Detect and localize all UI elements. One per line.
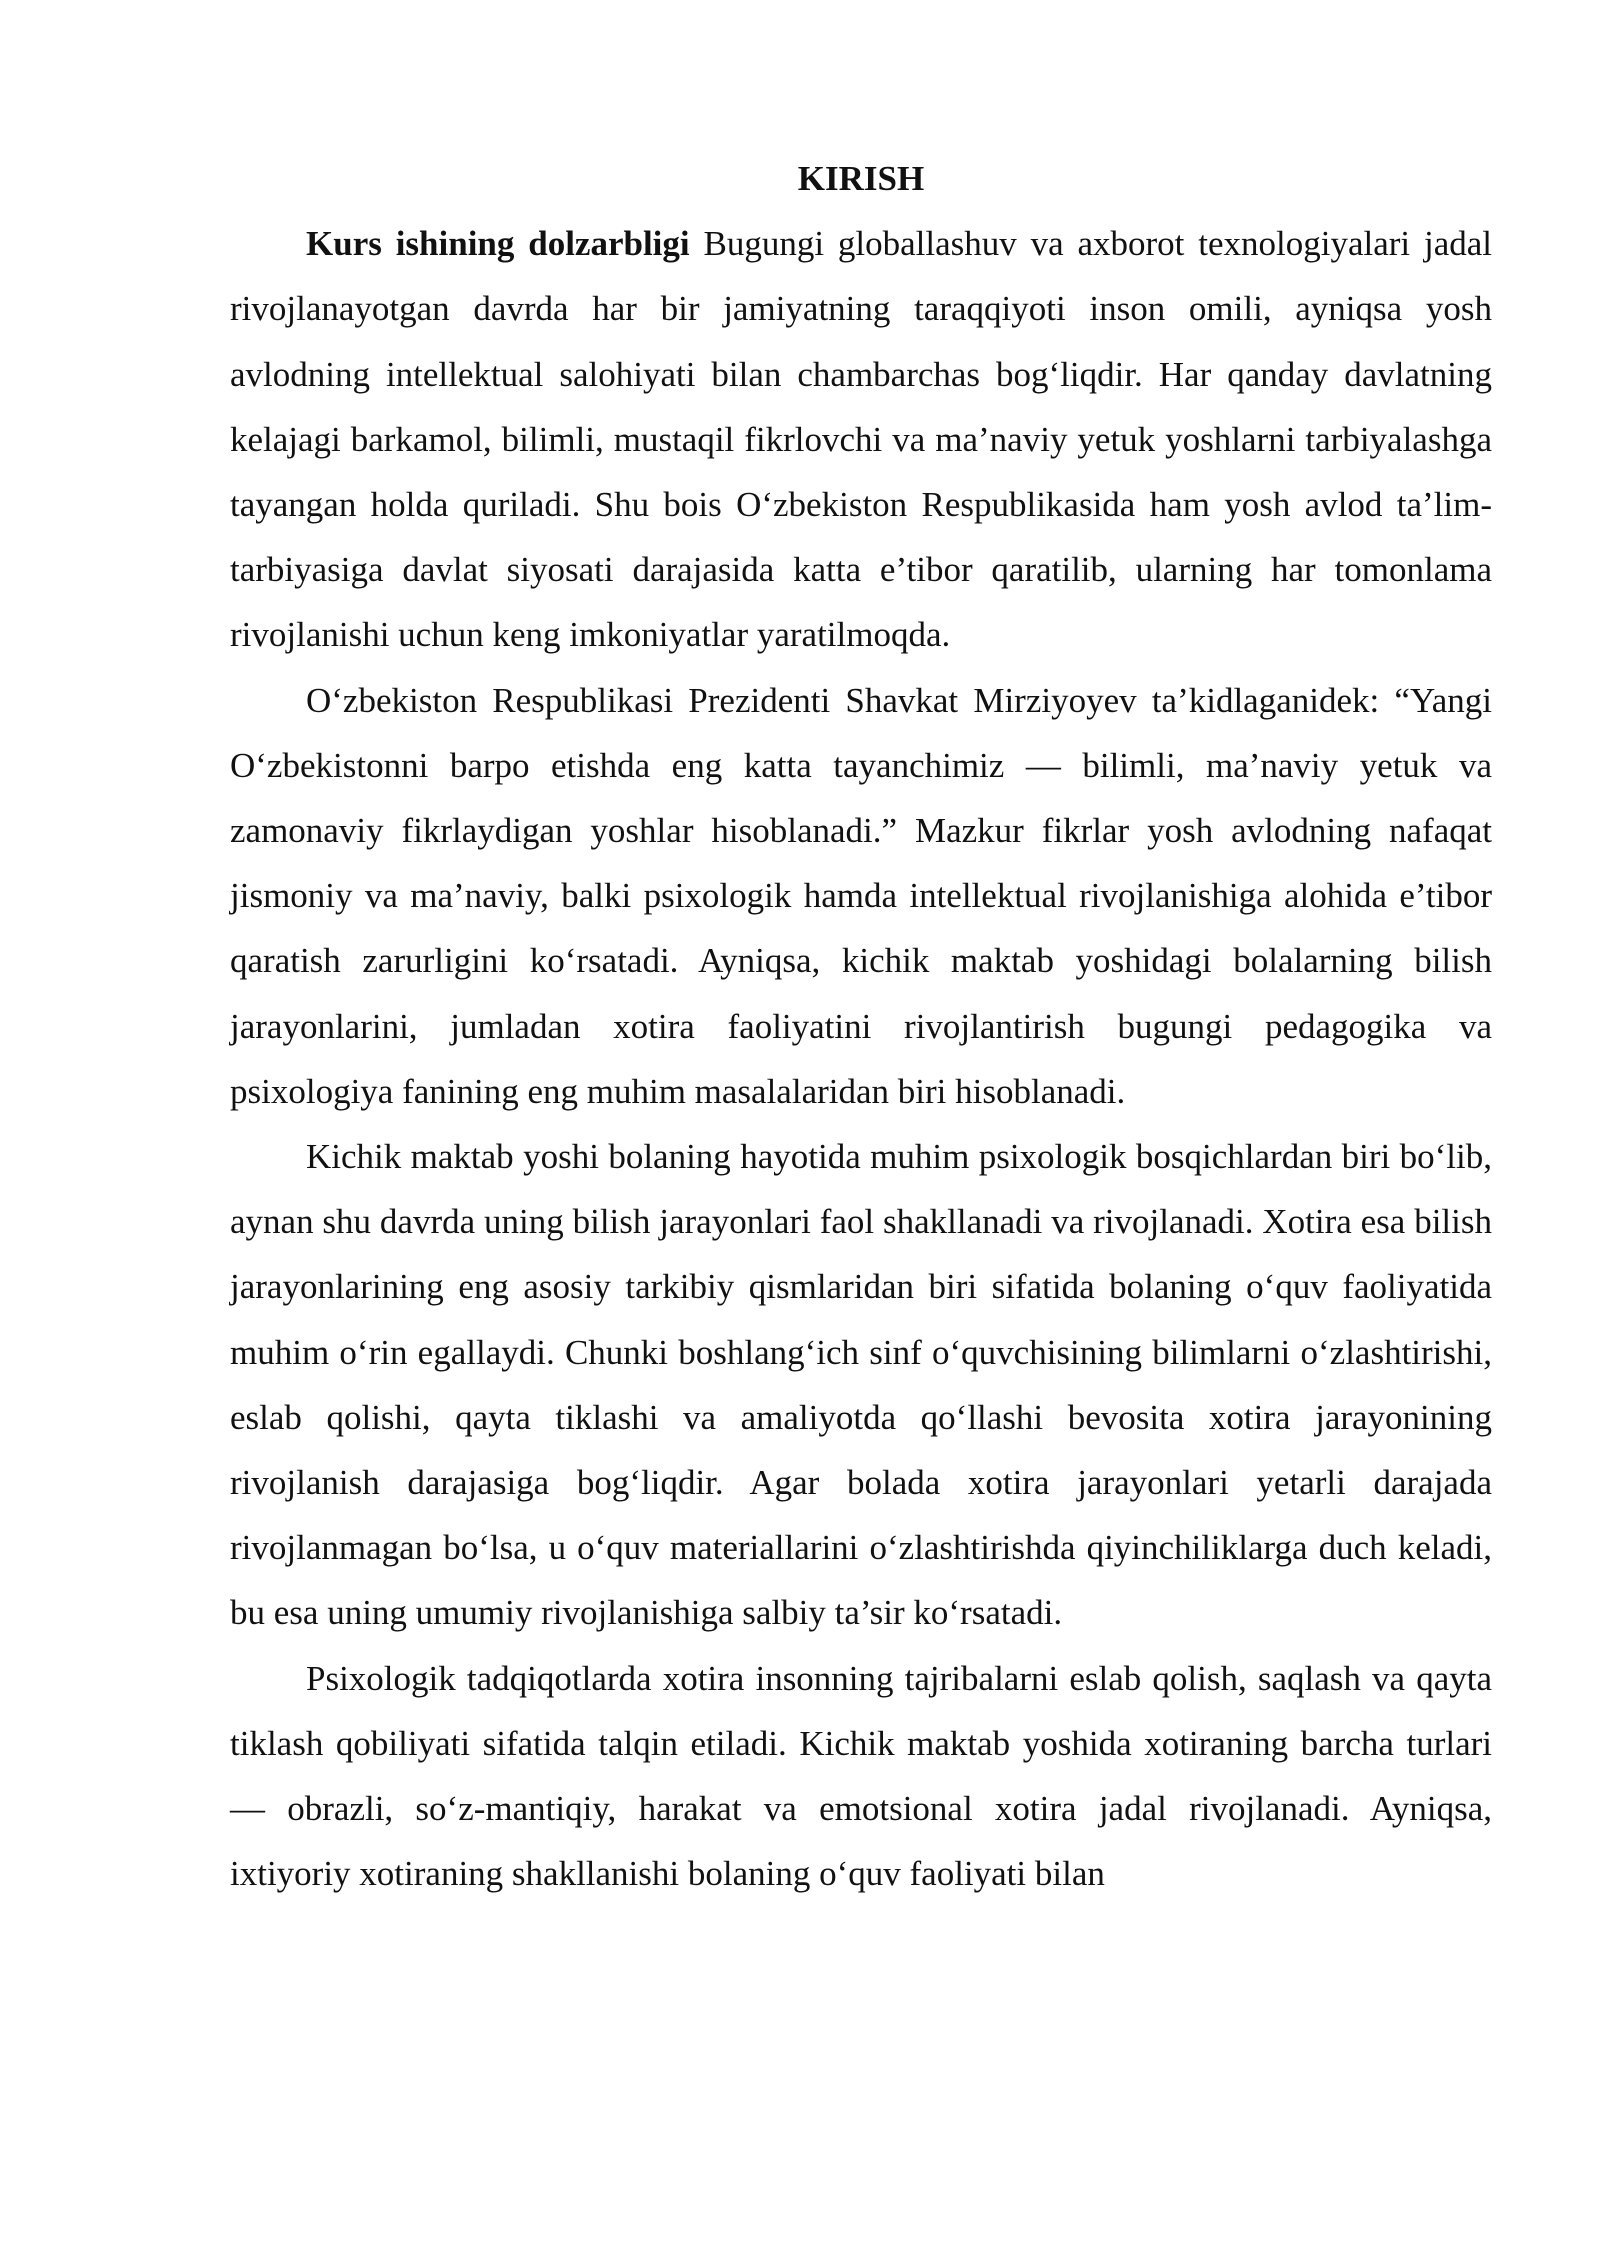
paragraph-relevance bbox=[230, 211, 1492, 667]
paragraph-text: Bugungi globallashuv va axborot texnologiyalari jadal rivojlanayotgan davrda har bir jamiyatning taraqqiyoti inson omili, ayniqsa yosh avlodning intellektual salohiyati bilan chambarchas bog‘liqdir. Har qanday davlatning kelajagi barkamol, bilimli, mustaqil fikrlovchi va ma’naviy yetuk yoshlarni tarbiyalashga tayangan holda quriladi. Shu bois O‘zbekiston Respublikasida ham yosh avlod ta’lim-tarbiyasiga davlat siyosati darajasida katta e’tibor qaratilib, ularning har tomonlama rivojlanishi uchun keng imkoniyatlar yaratilmoqda. bbox=[230, 224, 1493, 655]
paragraph-text: O‘zbekiston Respublikasi Prezidenti Shavkat Mirziyoyev ta’kidlaganidek: “Yangi O‘zbekistonni barpo etishda eng katta tayanchimiz — bilimli, ma’naviy yetuk va zamonaviy fikrlaydigan yoshlar hisoblanadi.” Mazkur fikrlar yosh avlodning nafaqat jismoniy va ma’naviy, balki psixologik hamda intellektual rivojlanishiga alohida e’tibor qaratish zarurligini ko‘rsatadi. Ayniqsa, kichik maktab yoshidagi bolalarning bilish jarayonlarini, jumladan xotira faoliyatini rivojlantirish bugungi pedagogika va psixologiya fanining eng muhim masalalaridan biri hisoblanadi. bbox=[230, 680, 1492, 1111]
paragraph-lead-label: Kurs ishining dolzarbligi bbox=[306, 224, 690, 264]
document-body bbox=[230, 146, 1492, 1906]
page-title: KIRISH bbox=[797, 159, 925, 198]
paragraph-school-age bbox=[230, 1124, 1492, 1646]
paragraph-memory-research bbox=[230, 1646, 1492, 1907]
paragraph-text: Kichik maktab yoshi bolaning hayotida muhim psixologik bosqichlardan biri bo‘lib, aynan shu davrda uning bilish jarayonlari faol shakllanadi va rivojlanadi. Xotira esa bilish jarayonlarining eng asosiy tarkibiy qismlaridan biri sifatida bolaning o‘quv faoliyatida muhim o‘rin egallaydi. Chunki boshlang‘ich sinf o‘quvchisining bilimlarni o‘zlashtirishi, eslab qolishi, qayta tiklashi va amaliyotda qo‘llashi bevosita xotira jarayonining rivojlanish darajasiga bog‘liqdir. Agar bolada xotira jarayonlari yetarli darajada rivojlanmagan bo‘lsa, u o‘quv materiallarini o‘zlashtirishda qiyinchiliklarga duch keladi, bu esa uning umumiy rivojlanishiga salbiy ta’sir ko‘rsatadi. bbox=[230, 1137, 1492, 1633]
paragraph-text: Psixologik tadqiqotlarda xotira insonning tajribalarni eslab qolish, saqlash va qayta tiklash qobiliyati sifatida talqin etiladi. Kichik maktab yoshida xotiraning barcha turlari — obrazli, so‘z-mantiqiy, harakat va emotsional xotira jadal rivojlanadi. Ayniqsa, ixtiyoriy xotiraning shakllanishi bolaning o‘quv faoliyati bilan bbox=[230, 1658, 1492, 1894]
paragraph-president-quote bbox=[230, 668, 1492, 1124]
